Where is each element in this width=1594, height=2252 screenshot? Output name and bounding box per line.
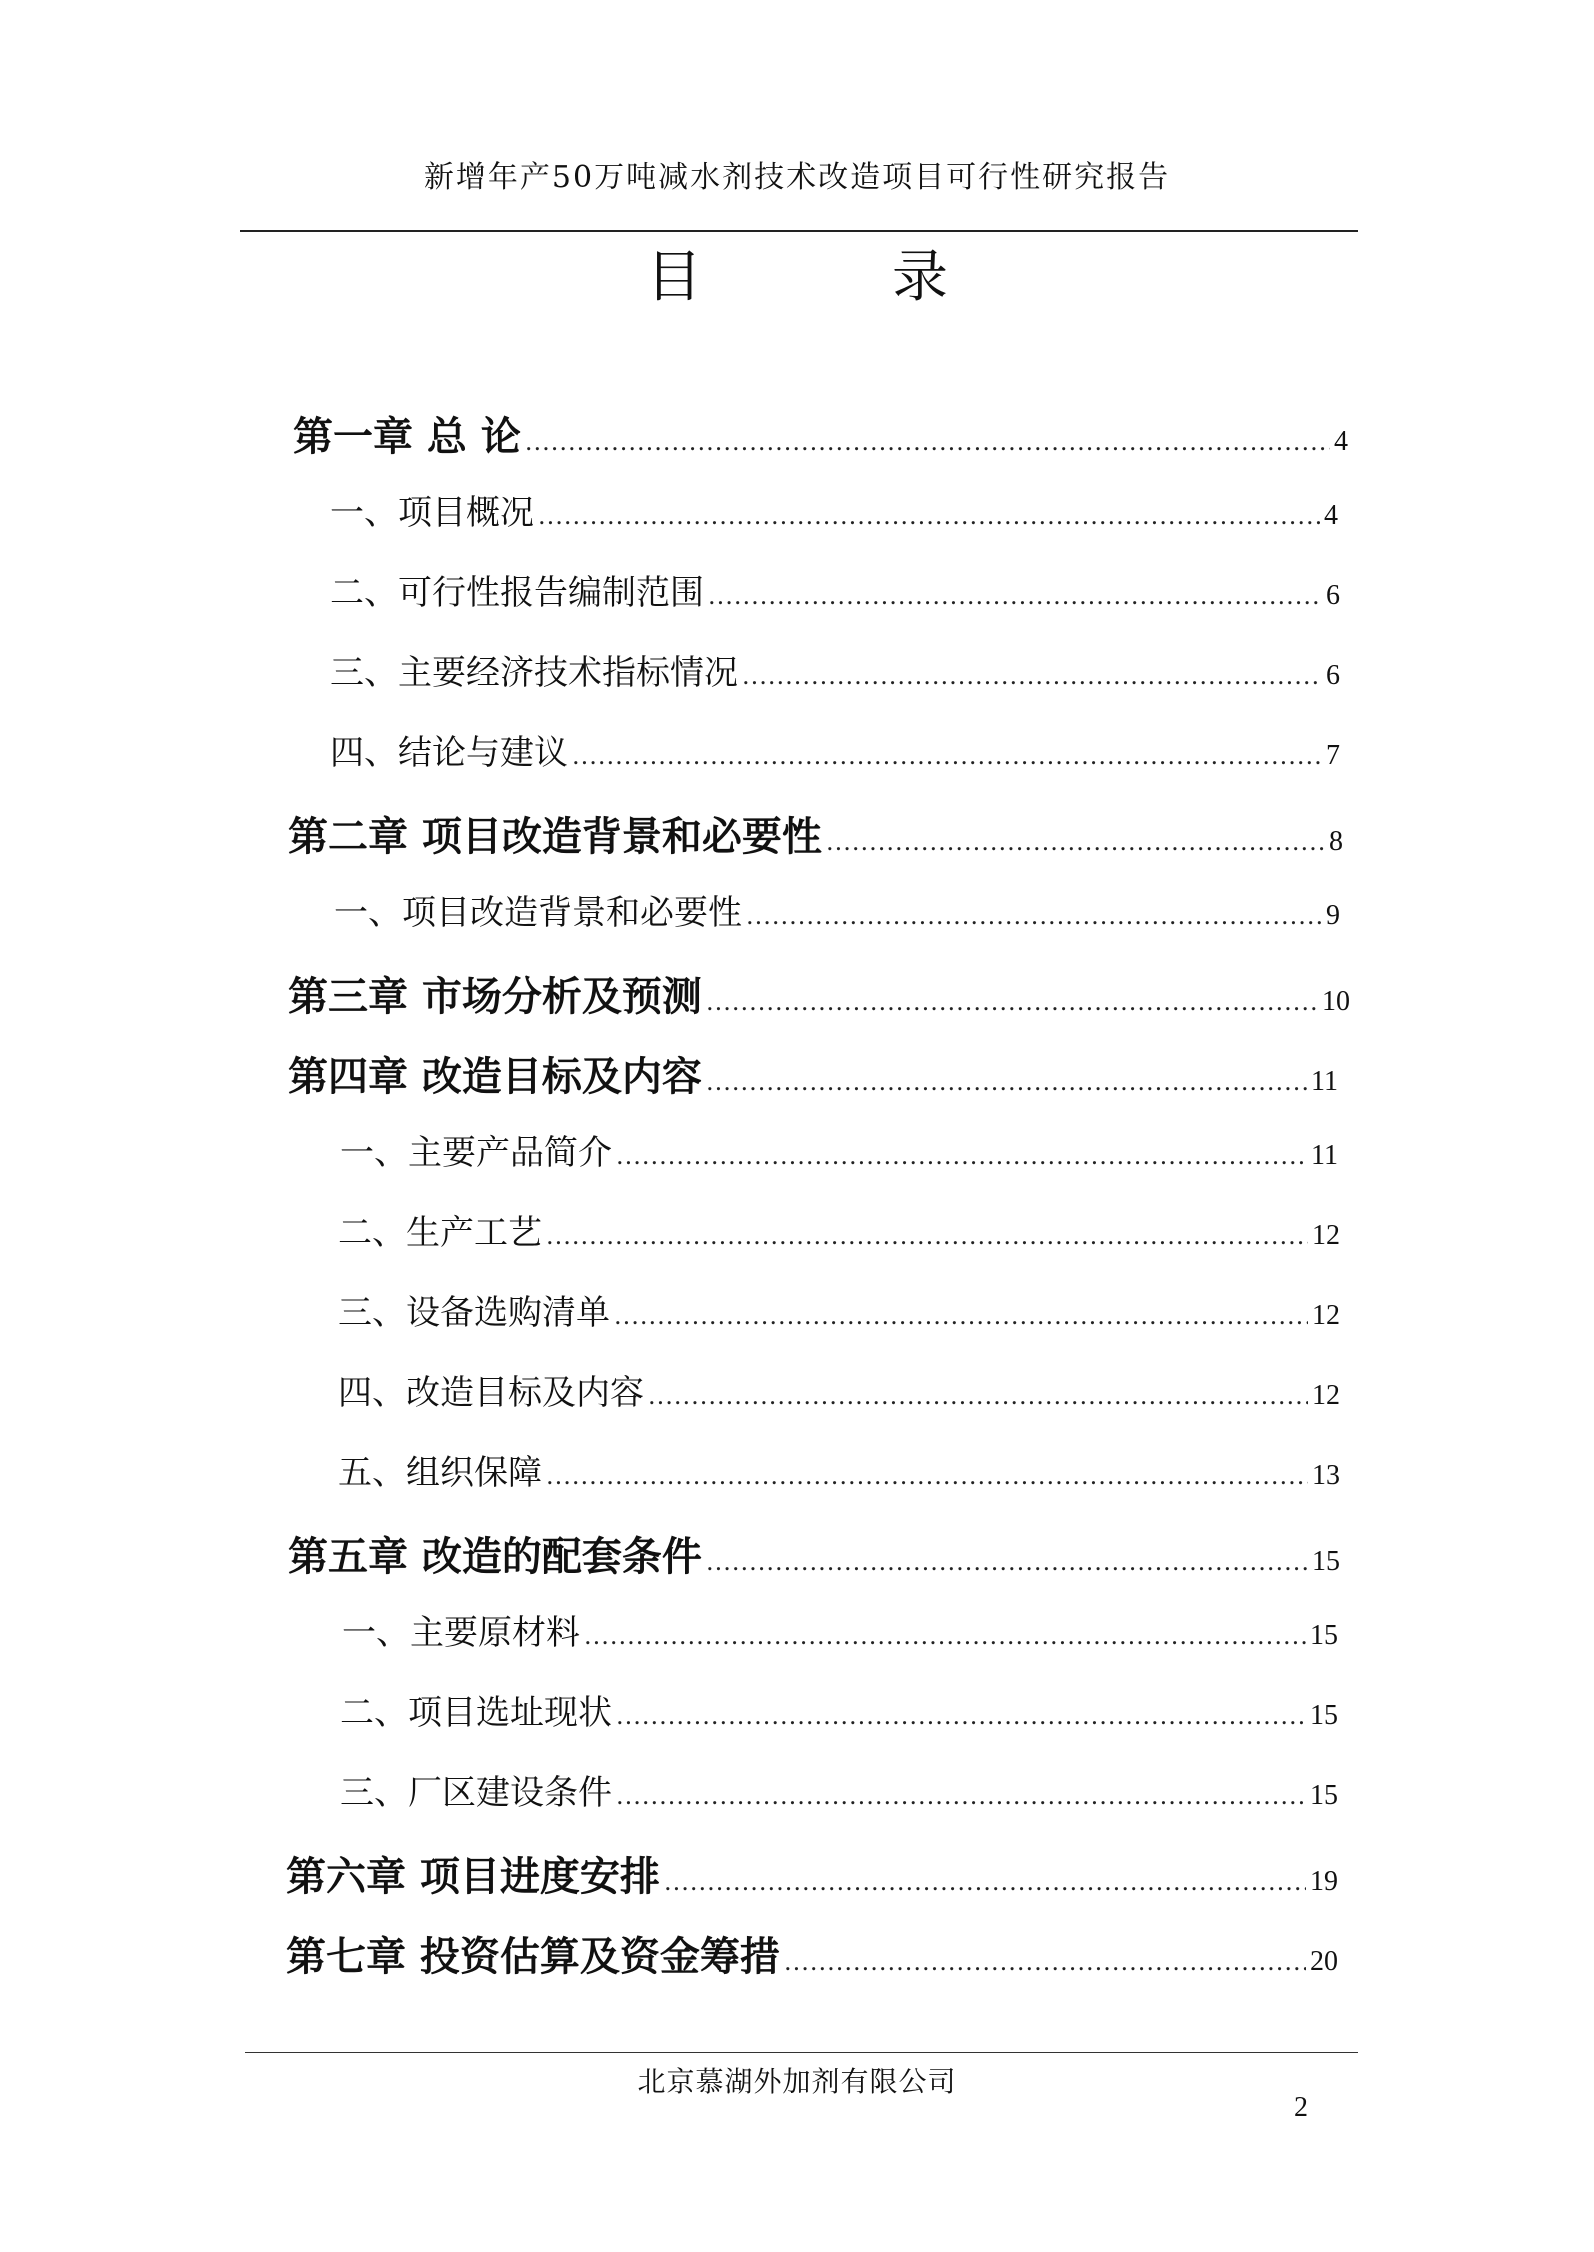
toc-title-char-1: 目: [646, 245, 702, 310]
toc-entry-page: 12: [1312, 1380, 1340, 1411]
toc-entry-page: 19: [1310, 1866, 1338, 1897]
toc-entry[interactable]: [288, 965, 1350, 1022]
toc-entry-page: 6: [1326, 580, 1340, 611]
toc-entry-page: 7: [1326, 740, 1340, 771]
toc-leader: [784, 1948, 1306, 1976]
toc-entry[interactable]: [340, 1125, 1338, 1174]
toc-entry-label: 第五章 改造的配套条件: [288, 1533, 702, 1580]
toc-leader: [572, 742, 1322, 770]
toc-title-char-2: 录: [892, 245, 948, 310]
toc-entry[interactable]: [286, 1925, 1338, 1982]
toc-entry-page: 12: [1312, 1300, 1340, 1331]
toc-leader: [546, 1222, 1308, 1250]
toc-entry[interactable]: [334, 885, 1340, 934]
toc-leader: [616, 1702, 1306, 1730]
toc-entry-page: 15: [1310, 1700, 1338, 1731]
toc-entry-page: 4: [1334, 426, 1348, 457]
footer-company: 北京慕湖外加剂有限公司: [637, 2065, 957, 2098]
toc-entry[interactable]: [330, 565, 1340, 614]
toc-entry-label: 四、结论与建议: [330, 733, 568, 773]
toc-entry-label: 第二章 项目改造背景和必要性: [288, 813, 822, 860]
toc-entry-label: 二、项目选址现状: [340, 1693, 612, 1733]
toc-entry[interactable]: [338, 1445, 1340, 1494]
toc-entry[interactable]: [288, 805, 1343, 862]
toc-entry-label: 三、主要经济技术指标情况: [330, 653, 738, 693]
toc-leader: [706, 988, 1318, 1016]
footer-divider: [245, 2052, 1358, 2053]
toc-entry-label: 第四章 改造目标及内容: [288, 1053, 702, 1100]
toc-leader: [706, 1548, 1308, 1576]
toc-entry-label: 一、项目改造背景和必要性: [334, 893, 742, 933]
toc-entry[interactable]: [338, 1365, 1340, 1414]
toc-entry-label: 五、组织保障: [338, 1453, 542, 1493]
toc-leader: [614, 1302, 1308, 1330]
toc-entry-label: 三、厂区建设条件: [340, 1773, 612, 1813]
toc-entry-page: 12: [1312, 1220, 1340, 1251]
toc-entry-label: 二、可行性报告编制范围: [330, 573, 704, 613]
toc-entry-page: 11: [1311, 1140, 1338, 1171]
toc-entry[interactable]: [338, 1205, 1340, 1254]
toc-entry-page: 11: [1311, 1066, 1338, 1097]
toc-leader: [525, 428, 1330, 456]
toc-entry[interactable]: [286, 1845, 1338, 1902]
toc-leader: [664, 1868, 1306, 1896]
toc-entry-page: 4: [1324, 500, 1338, 531]
toc-entry-label: 一、主要原材料: [342, 1613, 580, 1653]
toc-leader: [546, 1462, 1308, 1490]
toc-leader: [538, 502, 1320, 530]
toc-entry[interactable]: [330, 645, 1340, 694]
toc-entry[interactable]: [340, 1765, 1338, 1814]
toc-entry[interactable]: [288, 1045, 1338, 1102]
toc-entry-page: 15: [1312, 1546, 1340, 1577]
toc-leader: [616, 1782, 1306, 1810]
running-header: 新增年产50万吨减水剂技术改造项目可行性研究报告: [423, 160, 1171, 195]
toc-leader: [706, 1068, 1307, 1096]
toc-entry[interactable]: [338, 1285, 1340, 1334]
toc-entry[interactable]: [340, 1685, 1338, 1734]
toc-entry[interactable]: [342, 1605, 1338, 1654]
toc-entry-label: 第七章 投资估算及资金筹措: [286, 1933, 780, 1980]
toc-entry-page: 13: [1312, 1460, 1340, 1491]
toc-leader: [616, 1142, 1307, 1170]
header-divider: [240, 230, 1358, 232]
toc-entry[interactable]: [330, 725, 1340, 774]
toc-entry-page: 15: [1310, 1620, 1338, 1651]
toc-title: [0, 238, 1594, 318]
toc-entry[interactable]: [288, 1525, 1340, 1582]
toc-entry-label: 第三章 市场分析及预测: [288, 973, 702, 1020]
toc-entry-page: 8: [1329, 826, 1343, 857]
toc-entry-label: 第一章 总 论: [293, 413, 521, 460]
toc-entry-page: 6: [1326, 660, 1340, 691]
toc-leader: [742, 662, 1322, 690]
toc-entry-label: 第六章 项目进度安排: [286, 1853, 660, 1900]
toc-entry-label: 一、项目概况: [330, 493, 534, 533]
page-number: 2: [1294, 2092, 1308, 2123]
toc-leader: [648, 1382, 1308, 1410]
toc-entry-page: 9: [1326, 900, 1340, 931]
toc-entry[interactable]: [330, 485, 1338, 534]
toc-leader: [584, 1622, 1306, 1650]
toc-entry-page: 15: [1310, 1780, 1338, 1811]
toc-entry-label: 二、生产工艺: [338, 1213, 542, 1253]
toc-entry-label: 三、设备选购清单: [338, 1293, 610, 1333]
toc-entry-label: 一、主要产品简介: [340, 1133, 612, 1173]
toc-entry-page: 20: [1310, 1946, 1338, 1977]
toc-leader: [708, 582, 1322, 610]
toc-entry-label: 四、改造目标及内容: [338, 1373, 644, 1413]
toc-leader: [746, 902, 1322, 930]
toc-entry[interactable]: [293, 405, 1348, 462]
toc-leader: [826, 828, 1325, 856]
toc-entry-page: 10: [1322, 986, 1350, 1017]
